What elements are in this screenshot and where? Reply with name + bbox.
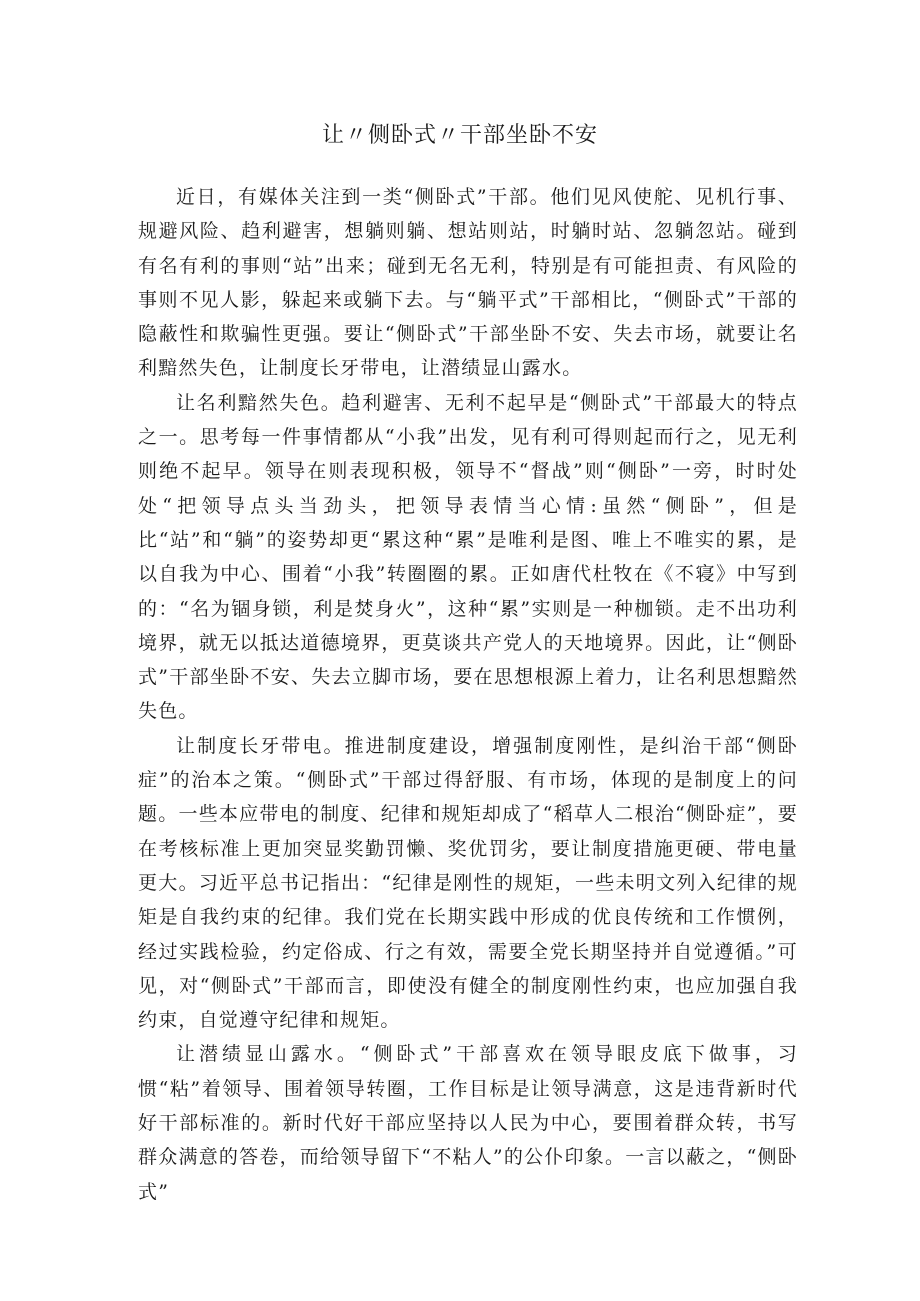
document-body: [138, 180, 798, 1209]
paragraph-latent-achievement: 让潜绩显山露水。“侧卧式”干部喜欢在领导眼皮底下做事，习惯“粘”着领导、围着领导转圈，工作目标是让领导满意，这是违背新时代好干部标准的。新时代好干部应坚持以人民为中心，要围着群众转，书写群众满意的答卷，而给领导留下“不粘人”的公仆印象。一言以蔽之，“侧卧式”: [138, 1043, 798, 1203]
paragraph-intro: 近日，有媒体关注到一类“侧卧式”干部。他们见风使舵、见机行事、规避风险、趋利避害，想躺则躺、想站则站，时躺时站、忽躺忽站。碰到有名有利的事则“站”出来；碰到无名无利，特别是有可能担责、有风险的事则不见人影，躲起来或躺下去。与“躺平式”干部相比，“侧卧式”干部的隐蔽性和欺骗性更强。要让“侧卧式”干部坐卧不安、失去市场，就要让名利黯然失色，让制度长牙带电，让潜绩显山露水。: [138, 186, 798, 380]
paragraph-fame-profit: 让名利黯然失色。趋利避害、无利不起早是“侧卧式”干部最大的特点之一。思考每一件事情都从“小我”出发，见有利可得则起而行之，见无利则绝不起早。领导在则表现积极，领导不“督战”则“侧卧”一旁，时时处处“把领导点头当劲头，把领导表情当心情:虽然“侧卧”，但是比“站”和“躺”的姿势却更“累这种“累”是唯利是图、唯上不唯实的累，是以自我为中心、围着“小我”转圈圈的累。正如唐代杜牧在《不寝》中写到的：“名为锢身锁，利是焚身火”，这种“累”实则是一种枷锁。走不出功利境界，就无以抵达道德境界，更莫谈共产党人的天地境界。因此，让“侧卧式”干部坐卧不安、失去立脚市场，要在思想根源上着力，让名利思想黯然失色。: [138, 391, 798, 723]
document-title: 让〃侧卧式〃干部坐卧不安: [321, 123, 598, 148]
paragraph-institution: 让制度长牙带电。推进制度建设，增强制度刚性，是纠治干部“侧卧症”的治本之策。“侧卧式”干部过得舒服、有市场，体现的是制度上的问题。一些本应带电的制度、纪律和规矩却成了“稻草人二根治“侧卧症”，要在考核标准上更加突显奖勤罚懒、奖优罚劣，要让制度措施更硬、带电量更大。习近平总书记指出：“纪律是刚性的规矩，一些未明文列入纪律的规矩是自我约束的纪律。我们党在长期实践中形成的优良传统和工作惯例，经过实践检验，约定俗成、行之有效，需要全党长期坚持并自觉遵循。”可见，对“侧卧式”干部而言，即使没有健全的制度刚性约束，也应加强自我约束，自觉遵守纪律和规矩。: [138, 734, 798, 1032]
